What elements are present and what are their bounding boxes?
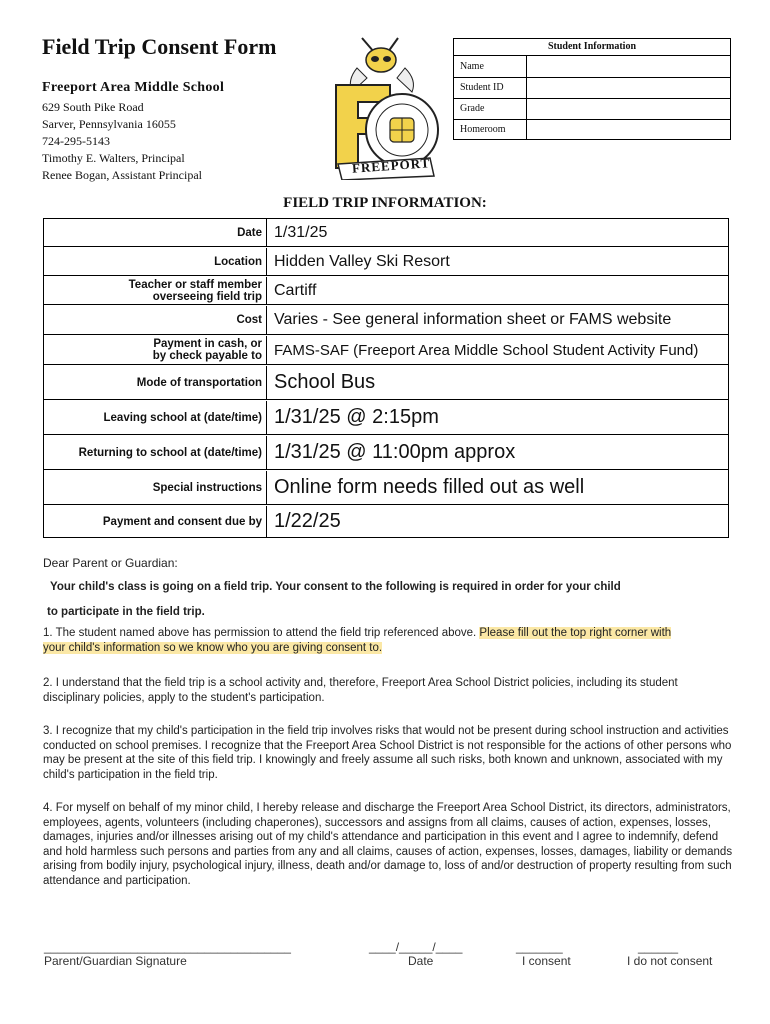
special-instructions-value: Online form needs filled out as well: [274, 476, 585, 498]
intro-line-1: Your child's class is going on a field trip. Your consent to the following is required in order for your child: [50, 581, 621, 593]
payment-row: [44, 336, 728, 365]
paragraph-1-highlight-a: Please fill out the top right corner with: [479, 627, 672, 639]
location-label: Location: [44, 248, 267, 275]
student-id-row: [454, 77, 730, 99]
school-logo: [322, 30, 452, 180]
special-instructions-row: [44, 471, 728, 505]
leaving-row: [44, 401, 728, 435]
student-id-label: Student ID: [460, 82, 504, 93]
no-consent-line[interactable]: ______: [638, 940, 679, 954]
cost-row: [44, 306, 728, 335]
address-line-street: 629 South Pike Road: [42, 100, 144, 114]
transportation-row: [44, 366, 728, 400]
paragraph-1-highlight-b: your child's information so we know who you are giving consent to.: [43, 641, 383, 654]
field-trip-table: [43, 218, 729, 538]
teacher-label: [44, 277, 267, 304]
homeroom-field[interactable]: [526, 119, 730, 140]
teacher-row: [44, 277, 728, 305]
grade-row: [454, 98, 730, 120]
logo-banner-text: FREEPORT: [351, 155, 431, 176]
date-label: Date: [44, 219, 267, 246]
location-row: [44, 248, 728, 276]
teacher-label-line2: overseeing field trip: [152, 290, 262, 303]
leaving-label: Leaving school at (date/time): [44, 401, 267, 434]
leaving-value: 1/31/25 @ 2:15pm: [274, 406, 439, 428]
date-row: [44, 219, 728, 247]
date-signature-label: Date: [408, 954, 434, 968]
address-line-city: Sarver, Pennsylvania 16055: [42, 117, 176, 131]
returning-label: Returning to school at (date/time): [44, 436, 267, 469]
consent-line[interactable]: _______: [516, 940, 563, 954]
grade-field[interactable]: [526, 98, 730, 119]
assistant-principal-name: Renee Bogan, Assistant Principal: [42, 168, 202, 182]
principal-name: Timothy E. Walters, Principal: [42, 151, 185, 165]
salutation: Dear Parent or Guardian:: [43, 556, 178, 570]
student-information-heading: Student Information: [454, 39, 730, 56]
due-by-value: 1/22/25: [274, 510, 341, 532]
student-id-field[interactable]: [526, 77, 730, 98]
cost-label: Cost: [44, 306, 267, 334]
homeroom-row: [454, 119, 730, 140]
teacher-label-line1: Teacher or staff member: [128, 278, 262, 291]
no-consent-label: I do not consent: [627, 954, 713, 968]
paragraph-3: 3. I recognize that my child's participation in the field trip involves risks that would not be present during school instruction and activities conducted on school premises. I recognize that the Freeport Area School District is not responsible for the actions of other persons who may be present at the site of this field trip. I knowingly and freely assume all such risks, both known and unknown, associated with my child's participation in the field trip.: [43, 725, 732, 781]
transportation-label: Mode of transportation: [44, 366, 267, 399]
paragraph-1: [43, 626, 733, 655]
signature-label: Parent/Guardian Signature: [44, 954, 187, 968]
returning-value: 1/31/25 @ 11:00pm approx: [274, 441, 516, 463]
due-by-label: Payment and consent due by: [44, 506, 267, 537]
returning-row: [44, 436, 728, 470]
payment-label: [44, 336, 267, 364]
paragraph-4: 4. For myself on behalf of my minor child, I hereby release and discharge the Freeport Area School District, its directors, administrators, employees, agents, volunteers (including chaperones), successors and assigns from all claims, causes of action, expenses, losses, damages, injuries and/or illnesses arising out of my child's attendance and participation in this event and I agree to indemnify, defend and hold harmless such persons and parties from any and all claims, causes of action, expenses, losses, damages, liability or demands arising from bodily injury, psychological injury, illness, death and/or damage to, loss of and/or destruction of property resulting from such attendance and participation.: [43, 802, 733, 887]
paragraph-1-text: 1. The student named above has permission to attend the field trip referenced above.: [43, 627, 480, 639]
intro-line-2: to participate in the field trip.: [47, 606, 205, 618]
consent-label: I consent: [522, 954, 571, 968]
paragraph-2: 2. I understand that the field trip is a school activity and, therefore, Freeport Area School District policies, including its student disciplinary policies, apply to the student's participation.: [43, 677, 678, 704]
signature-line[interactable]: _____________________________________: [44, 940, 291, 954]
due-by-row: [44, 506, 728, 537]
special-instructions-label: Special instructions: [44, 471, 267, 504]
student-information-box: [453, 38, 731, 140]
school-name: Freeport Area Middle School: [42, 80, 225, 95]
student-name-label: Name: [460, 61, 484, 72]
transportation-value: School Bus: [274, 371, 376, 393]
field-trip-heading: FIELD TRIP INFORMATION:: [283, 195, 487, 211]
payment-label-line1: Payment in cash, or: [153, 338, 262, 350]
homeroom-label: Homeroom: [460, 124, 506, 135]
student-name-field[interactable]: [526, 56, 730, 77]
teacher-value: Cartiff: [274, 281, 317, 299]
date-value: 1/31/25: [274, 223, 328, 241]
page-title: Field Trip Consent Form: [42, 34, 277, 59]
location-value: Hidden Valley Ski Resort: [274, 252, 450, 270]
address-line-phone: 724-295-5143: [42, 134, 110, 148]
grade-label: Grade: [460, 103, 485, 114]
date-signature-line[interactable]: ____/_____/____: [369, 940, 463, 954]
student-name-row: [454, 56, 730, 78]
payment-value: FAMS-SAF (Freeport Area Middle School Student Activity Fund): [274, 341, 699, 359]
cost-value: Varies - See general information sheet or FAMS website: [274, 311, 672, 328]
payment-label-line2: by check payable to: [152, 350, 262, 362]
